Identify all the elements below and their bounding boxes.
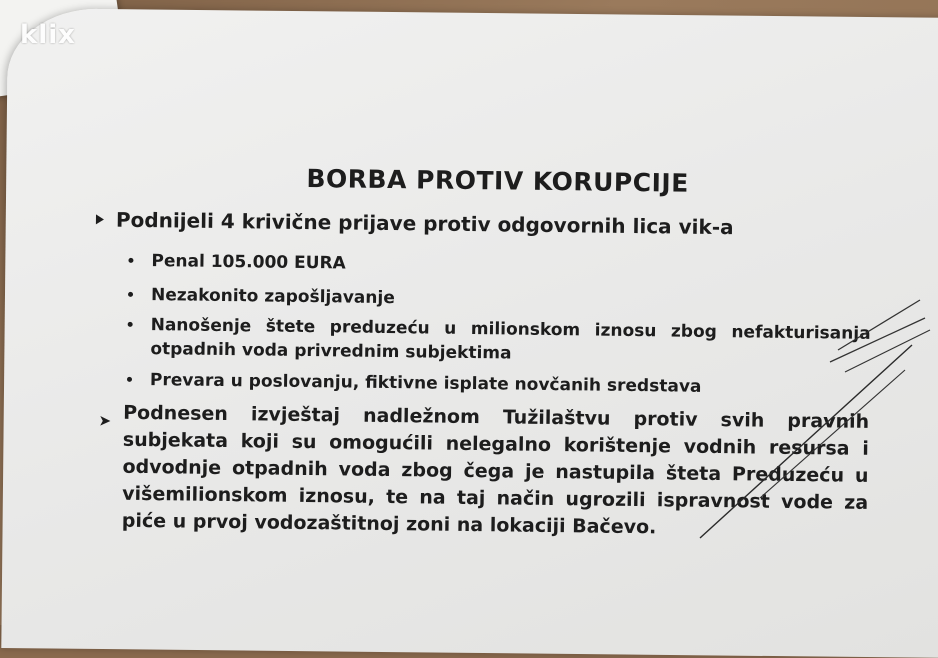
second-bullet-text: Podnesen izvještaj nadležnom Tužilaštvu protiv svih pravnih subjekata koji su omogućili nelegalno korištenje vodnih resursa i odvodnje otpadnih voda zbog čega je nastupila šteta Preduzeću u višemilionskom iznosu, te na taj način ugrozili ispravnost vode za piće u prvoj vodozaštitnoj zoni na lokaciji Bačevo.: [121, 401, 870, 539]
chevron-bullet-icon: ➤: [98, 411, 112, 430]
pen-stroke: [760, 370, 905, 498]
sub-bullet-text: Prevara u poslovanju, fiktivne isplate novčanih sredstava: [149, 370, 702, 397]
klix-logo: klix: [20, 20, 76, 50]
document-title: BORBA PROTIV KORUPCIJE: [306, 163, 689, 198]
pen-stroke: [838, 300, 920, 350]
sub-bullet-text: Nezakonito zapošljavanje: [150, 285, 395, 309]
pen-stroke: [700, 345, 912, 538]
sub-bullet-text: Nanošenje štete preduzeću u milionskom iznosu zbog nefakturisanja otpadnih voda privrednim subjektima: [150, 315, 871, 364]
sub-bullet-text: Penal 105.000 EURA: [151, 251, 346, 274]
pen-stroke: [845, 330, 930, 372]
main-bullet-text: Podnijeli 4 krivične prijave protiv odgovornih lica vik-a: [115, 207, 734, 240]
